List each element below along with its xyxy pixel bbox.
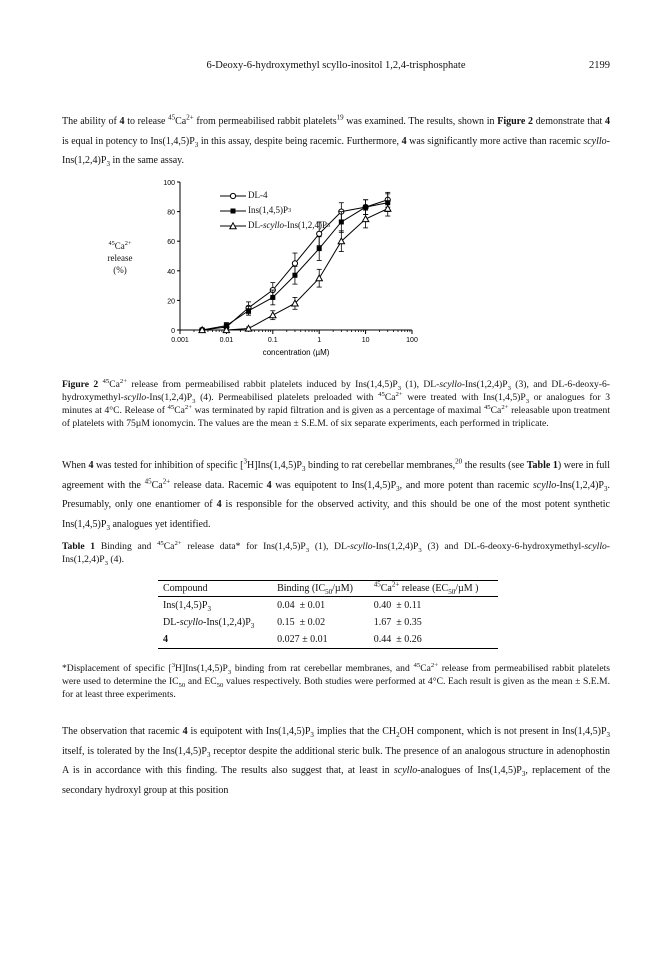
data-point-square — [317, 246, 322, 251]
legend-entry-ins145p3: Ins(1,4,5)P 3 — [220, 203, 330, 218]
y-tick-label: 60 — [167, 239, 175, 247]
y-axis-label: $^{45}Ca^{2+}$ release (%) — [107, 240, 133, 275]
data-point-triangle — [362, 216, 368, 222]
cell-binding: 0.027 ± 0.01 — [272, 631, 369, 649]
paragraph-2: When 4 was tested for inhibition of specific $[^3H]Ins(1,4,5)P_3$ binding to rat cerebellar membranes,$^{20}$ the results (see Table 1) were in full agreement with the $^{45}Ca^{2+}$ release data. Racemic 4 was equipotent to $Ins(1,4,5)P_3$, and more potent than racemic scyllo-$Ins(1,2,4)P_3$. Presumably, only one enantiomer of 4 is responsible for the observed activity, and this should be one of the most potent synthetic $Ins(1,4,5)P_3$ analogues yet identified. — [62, 457, 610, 532]
page-number: 2199 — [589, 60, 610, 71]
table-1-caption: Table 1 Binding and $^{45}Ca^{2+}$ release data* for $Ins(1,4,5)P_3$ (1), $DL-scyllo-Ins(1,2,4)P_3$ (3) and $DL-6-deoxy-6-hydroxymethyl-scyllo-Ins(1,2,4)P_3$ (4). — [62, 539, 610, 567]
legend-square-marker-icon — [220, 206, 246, 216]
data-point-triangle — [270, 312, 276, 318]
cell-release: 0.40 ± 0.11 — [373, 600, 422, 611]
x-tick-label: 0.01 — [219, 337, 234, 344]
table-row — [158, 597, 498, 615]
legend-entry-dl-4: DL -4 — [220, 188, 330, 203]
x-tick-label: 100 — [406, 337, 418, 344]
paragraph-3: The observation that racemic 4 is equipotent with $Ins(1,4,5)P_3$ implies that the $CH_2OH$ component, which is not present in $Ins(1,4,5)P_3$ itself, is tolerated by the $Ins(1,4,5)P_3$ receptor despite the additional steric bulk. The presence of an analogous structure in adenophostin A is in accordance with this finding. The results also suggest that, at least in scyllo-analogues of $Ins(1,4,5)P_3$, replacement of the secondary hydroxyl group at this position — [62, 726, 611, 796]
header-binding: Binding $(IC_{50}/\mu M)$ — [272, 581, 369, 597]
cell-compound: 4 — [158, 631, 272, 649]
table-row — [158, 614, 498, 631]
data-point-triangle — [316, 275, 322, 281]
cell-binding: 0.04 ± 0.01 — [277, 600, 326, 611]
y-tick-label: 40 — [167, 268, 175, 276]
table-footnote: *Displacement of specific $[^3H]Ins(1,4,5)P_3$ binding from rat cerebellar membranes, and $^{45}Ca^{2+}$ release from permeabilised rabbit platelets were used to determine the $IC_{50}$ and $EC_{50}$ values respectively. Both studies were performed at 4°C. Each result is given as the mean ± S.E.M. for at least three experiments. — [62, 661, 610, 700]
cell-release: 1.67 ± 0.35 — [373, 617, 422, 628]
table-header-row — [158, 581, 498, 597]
running-header — [62, 60, 610, 76]
cell-binding: 0.15 ± 0.02 — [277, 617, 326, 628]
legend-entry-dl-scyllo: DL - scyllo -Ins(1,2,4)P 3 — [220, 218, 330, 233]
cell-compound: $Ins(1,4,5)P_3$ — [163, 600, 211, 613]
header-release: $^{45}Ca^{2+}$ release ($EC_{50}/\mu M$ ) — [369, 581, 498, 597]
figure-2-caption: Figure 2 $^{45}Ca^{2+}$ release from permeabilised rabbit platelets induced by $Ins(1,4,5)P_3$ (1), $DL-scyllo-Ins(1,2,4)P_3$ (3), and $DL-6-deoxy-6-hydroxymethyl-scyllo-Ins(1,2,4)P_3$ (4). Permeabilised platelets preloaded with $^{45}Ca^{2+}$ were treated with $Ins(1,4,5)P_3$ or analogues for 3 minutes at 4°C. Release of $^{45}Ca^{2+}$ was terminated by rapid filtration and is given as a percentage of maximal $^{45}Ca^{2+}$ releasable upon treatment of platelets with 75µM ionomycin. The values are the mean ± S.E.M. of six separate experiments, each performed in triplicate. — [62, 377, 611, 429]
cell-compound: $DL-scyllo-Ins(1,2,4)P_3$ — [163, 617, 255, 630]
legend-triangle-marker-icon — [220, 221, 246, 231]
data-point-square — [270, 295, 275, 300]
x-tick-label: 10 — [361, 337, 370, 344]
y-tick-label: 20 — [167, 298, 175, 306]
cell-release: 0.44 ± 0.26 — [369, 631, 498, 649]
y-tick-label: 100 — [163, 180, 175, 187]
legend-circle-marker-icon — [220, 191, 246, 201]
x-axis-label: concentration (µM) — [262, 348, 330, 357]
data-point-triangle — [385, 205, 391, 211]
data-point-square — [363, 205, 368, 210]
data-point-square — [246, 308, 251, 313]
y-tick-label: 0 — [171, 328, 175, 335]
chart-legend — [220, 188, 330, 233]
x-tick-label: 0.1 — [267, 337, 278, 344]
table-row — [158, 631, 498, 649]
data-point-square — [339, 219, 344, 224]
data-point-square — [292, 273, 297, 278]
x-tick-label: 0.001 — [171, 337, 189, 344]
y-tick-label: 80 — [167, 209, 175, 217]
x-tick-label: 1 — [317, 337, 322, 344]
table-1 — [158, 580, 498, 649]
paragraph-1: The ability of 4 to release $^{45}Ca^{2+}$ from permeabilised rabbit platelets$^{19}$ was examined. The results, shown in Figure 2 demonstrate that 4 is equal in potency to $Ins(1,4,5)P_3$ in this assay, despite being racemic. Furthermore, 4 was significantly more active than racemic scyllo-$Ins(1,2,4)P_3$ in the same assay. — [62, 113, 611, 168]
running-title: 6-Deoxy-6-hydroxymethyl scyllo-inositol 1,2,4-trisphosphate — [206, 60, 466, 71]
header-compound: Compound — [158, 581, 272, 597]
data-point-circle — [292, 261, 297, 266]
